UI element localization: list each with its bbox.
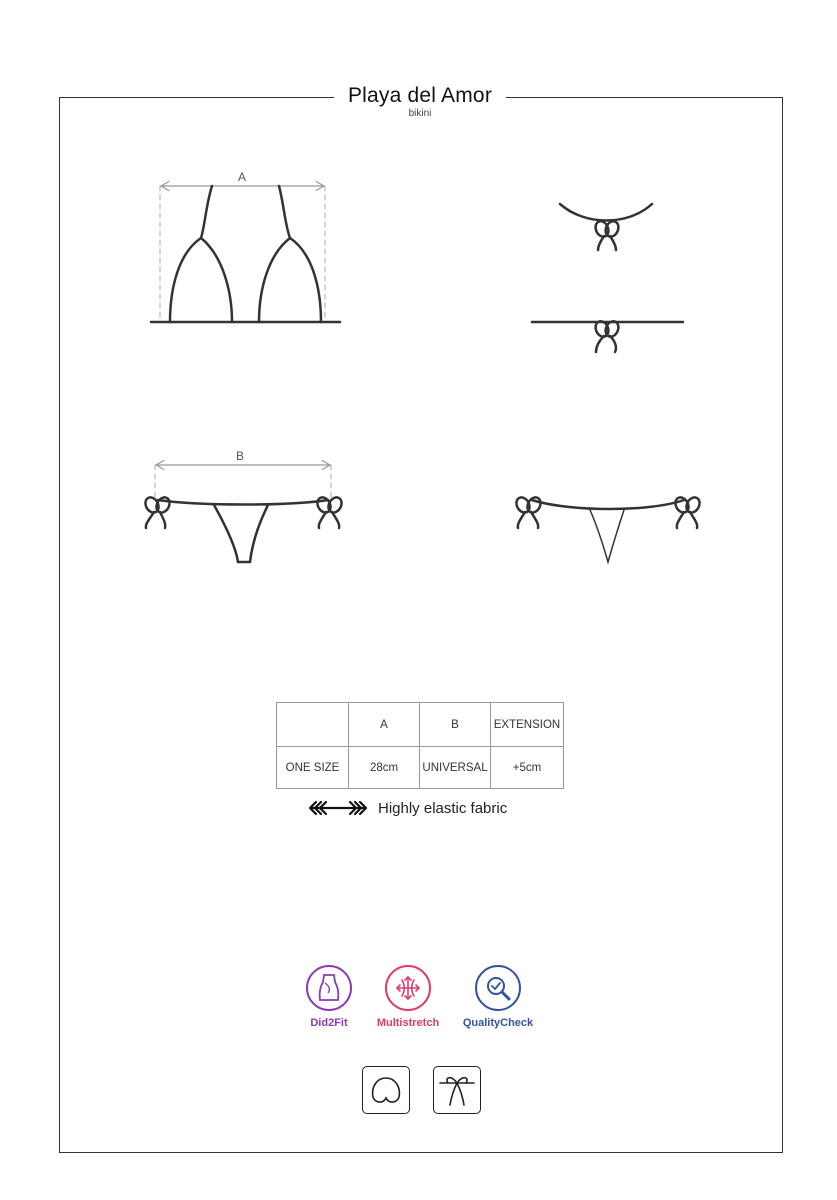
- bra-cup-icon: [362, 1066, 410, 1114]
- stretch-arrows-icon: [385, 965, 431, 1011]
- feature-label: Multistretch: [376, 1017, 440, 1029]
- feature-multistretch: [363, 965, 453, 1029]
- size-table-header-cell: B: [420, 703, 491, 747]
- size-table: [276, 702, 564, 789]
- elastic-note-text: Highly elastic fabric: [378, 799, 508, 817]
- size-table-cell: UNIVERSAL: [420, 747, 491, 789]
- feature-label: QualityCheck: [462, 1017, 534, 1029]
- page-title: Playa del Amor: [347, 84, 493, 107]
- bikini-bottom-back-sketch: [514, 495, 702, 562]
- elastic-note: [308, 797, 507, 819]
- size-table-header-row: [277, 703, 564, 747]
- size-table-cell: 28cm: [349, 747, 420, 789]
- bikini-top-front-sketch: [151, 186, 340, 322]
- size-table-header-cell: A: [349, 703, 420, 747]
- feature-qualitycheck: [453, 965, 543, 1029]
- size-table-header-cell: EXTENSION: [491, 703, 564, 747]
- double-arrow-stretch-icon: [308, 800, 368, 816]
- bikini-bottom-front-sketch: [143, 465, 344, 562]
- gift-bow-icon: [433, 1066, 481, 1114]
- size-table-cell: ONE SIZE: [277, 747, 349, 789]
- table-row: [277, 747, 564, 789]
- size-table-cell: +5cm: [491, 747, 564, 789]
- page-subtitle: bikini: [408, 108, 432, 119]
- size-table-header-cell: [277, 703, 349, 747]
- feature-did2fit: [284, 965, 374, 1029]
- dimension-b-label: B: [235, 449, 245, 463]
- bikini-top-back-sketch: [532, 204, 683, 352]
- dimension-a-label: A: [237, 170, 247, 184]
- magnifier-check-icon: [475, 965, 521, 1011]
- dress-icon: [306, 965, 352, 1011]
- feature-label: Did2Fit: [310, 1017, 348, 1029]
